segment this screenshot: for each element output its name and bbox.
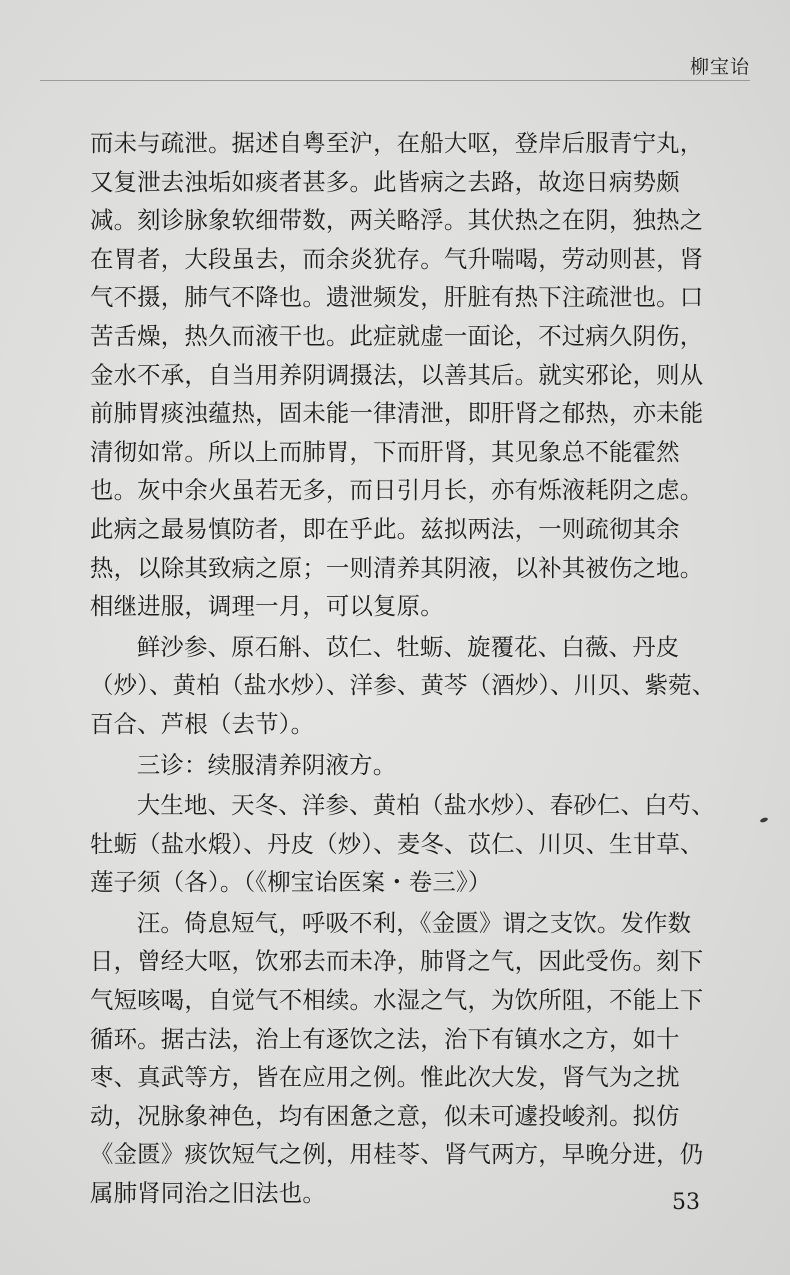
header-rule [40,80,750,81]
page-number: 53 [672,1190,700,1215]
case-paragraph-wang: 汪。倚息短气，呼吸不利，《金匮》谓之支饮。发作数日，曾经大呕，饮邪去而未净，肺肾之气，因此受伤。刻下气短咳喝，自觉气不相续。水湿之气，为饮所阻，不能上下循环。据古法，治上有逐饮之法，治下有镇水之方，如十枣、真武等方，皆在应用之例。惟此次大发，肾气为之扰动，况脉象神色，均有困惫之意，似未可遽投峻剂。拟仿《金匮》痰饮短气之例，用桂苓、肾气两方，早晚分进，仍属肺肾同治之旧法也。 [90,908,704,1208]
third-consultation-heading: 三诊：续服清养阴液方。 [136,750,397,779]
ink-speck [760,817,769,823]
prescription-list-2: 大生地、天冬、洋参、黄柏（盐水炒）、春砂仁、白芍、牡蛎（盐水煅）、丹皮（炒）、麦冬、苡仁、川贝、生甘草、莲子须（各）。（《柳宝诒医案・卷三》） [90,791,715,897]
running-title: 柳宝诒 [689,56,750,78]
body-text [90,124,720,1213]
prescription-list: 鲜沙参、原石斛、苡仁、牡蛎、旋覆花、白薇、丹皮（炒）、黄柏（盐水炒）、洋参、黄芩（酒炒）、川贝、紫菀、百合、芦根（去节）。 [90,632,716,738]
paragraph-continuation: 而未与疏泄。据述自粤至沪，在船大呕，登岸后服青宁丸，又复泄去浊垢如痰者甚多。此皆病之去路，故迩日病势颇减。刻诊脉象软细带数，两关略浮。其伏热之在阴，独热之在胃者，大段虽去，而余炎犹存。气升喘喝，劳动则甚，肾气不摄，肺气不降也。遗泄频发，肝脏有热下注疏泄也。口苦舌燥，热久而液干也。此症就虚一面论，不过病久阴伤，金水不承，自当用养阴调摄法，以善其后。就实邪论，则从前肺胃痰浊蕴热，固未能一律清泄，即肝肾之郁热，亦未能清彻如常。所以上而肺胃，下而肝肾，其见象总不能霍然也。灰中余火虽若无多，而日引月长，亦有烁液耗阴之虑。此病之最易慎防者，即在乎此。兹拟两法，一则疏彻其余热，以除其致病之原；一则清养其阴液，以补其被伤之地。相继进服，调理一月，可以复原。 [90,129,704,621]
